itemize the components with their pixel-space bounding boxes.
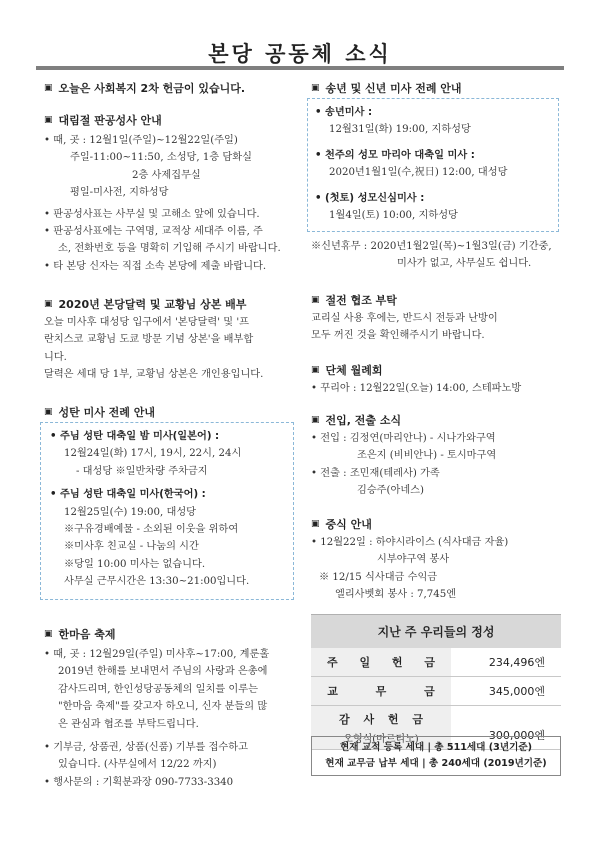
offering-donor: 오형식(마르티노) (343, 733, 419, 745)
text-line: • 12월22일 : 하야시라이스 (식사대금 자율) (311, 537, 509, 548)
section-calendar (44, 296, 296, 384)
offering-label (311, 648, 451, 676)
christmas-mass-content (50, 428, 290, 591)
text-line: 2019년 한해를 보내면서 주님의 사랑과 은총에 (58, 666, 268, 678)
text-line: - 대성당 ※일반차량 주차금지 (76, 465, 208, 477)
title-divider (36, 66, 564, 70)
text-line: 미사가 없고, 사무실도 쉽니다. (397, 258, 532, 270)
offering-table (311, 614, 561, 750)
text-line: "한마음 축제"를 갖고자 하오니, 신자 분들의 많 (58, 701, 268, 713)
section-group-meeting (311, 362, 561, 397)
offering-label-text: 주 일 헌 금 (327, 656, 435, 669)
dues-households: 현재 교무금 납부 세대 | 총 240세대 (2019년기준) (325, 758, 547, 769)
mass-title: • 주님 성탄 대축일 밤 미사(일본어) : (50, 431, 220, 442)
text-line: 오늘 미사후 대성당 입구에서 '본당달력' 및 '프 (44, 317, 249, 328)
new-year-mass-content (315, 104, 555, 224)
square-bullet-icon: ▣ (44, 299, 53, 309)
text-line: 시부야구역 봉사 (377, 554, 450, 566)
square-bullet-icon: ▣ (311, 295, 320, 305)
text-line: 12월25일(수) 19:00, 대성당 (64, 506, 196, 518)
section-heading: 단체 월례회 (325, 364, 383, 377)
text-line: 감사드리며, 한인성당공동체의 일치를 이루는 (58, 683, 258, 695)
text-line: 김승주(아네스) (357, 485, 424, 497)
text-line: 12월31일(화) 19:00, 지하성당 (329, 124, 471, 136)
text-line: • 기부금, 상품권, 상품(신품) 기부를 접수하고 (44, 742, 248, 754)
section-heading: 절전 협조 부탁 (325, 294, 397, 307)
registered-households: 현재 교적 등록 세대 | 총 511세대 (3년기준) (339, 742, 533, 753)
text-line: 주일-11:00~11:50, 소성당, 1층 담화실 (70, 152, 252, 164)
section-festival (44, 626, 296, 791)
offering-table-heading: 지난 주 우리들의 정성 (311, 614, 561, 648)
offering-label (311, 677, 451, 705)
section-power-saving (311, 292, 561, 345)
square-bullet-icon: ▣ (44, 407, 53, 417)
text-line: • 타 본당 신자는 직접 소속 본당에 제출 바랍니다. (44, 260, 267, 272)
text-line: 2020년1월1일(수,祝日) 12:00, 대성당 (329, 167, 508, 179)
text-line: 은 관심과 협조를 부탁드립니다. (58, 718, 199, 730)
mass-title: • 천주의 성모 마리아 대축일 미사 : (315, 149, 475, 161)
offering-amount: 345,000엔 (488, 685, 545, 698)
section-confession (44, 112, 296, 275)
text-line: ※ 12/15 식사대금 수익금 (319, 571, 438, 583)
text-line: 교리실 사용 후에는, 반드시 전등과 난방이 (311, 313, 498, 324)
section-christmas-mass (44, 404, 296, 420)
section-heading: 오늘은 사회복지 2차 헌금이 있습니다. (58, 82, 246, 95)
square-bullet-icon: ▣ (311, 415, 320, 425)
table-row (311, 677, 561, 706)
section-lunch (311, 516, 561, 604)
text-line: 모두 꺼진 것을 확인해주시기 바랍니다. (311, 330, 485, 342)
household-stats-box (311, 736, 561, 776)
square-bullet-icon: ▣ (311, 365, 320, 375)
text-line: 12월24일(화) 17시, 19시, 22시, 24시 (64, 448, 242, 460)
text-line: 평일-미사전, 지하성당 (70, 187, 169, 199)
section-heading: 대림절 판공성사 안내 (58, 114, 162, 127)
text-line: • 전출 : 조민재(테레사) 가족 (311, 467, 440, 479)
section-heading: 성탄 미사 전례 안내 (58, 406, 156, 419)
text-line: ※당일 10:00 미사는 없습니다. (64, 558, 206, 570)
square-bullet-icon: ▣ (44, 115, 53, 125)
offering-label-text: 감 사 헌 금 (339, 712, 423, 726)
text-line: 달력은 세대 당 1부, 교황님 상본은 개인용입니다. (44, 369, 264, 381)
text-line: 소, 전화번호 등을 명확히 기입해 주시기 바랍니다. (58, 243, 281, 255)
text-line: 란치스코 교황님 도쿄 방문 기념 상본'을 배부합 (44, 334, 254, 346)
offering-amount: 300,000엔 (488, 729, 545, 742)
text-line: 엘리사벳회 봉사 : 7,745엔 (335, 589, 457, 601)
table-row (311, 648, 561, 677)
square-bullet-icon: ▣ (311, 83, 320, 93)
text-line: • 전입 : 김정연(마리안나) - 시나가와구역 (311, 433, 496, 444)
text-line: ※신년휴무 : 2020년1월2일(목)~1월3일(금) 기간중, (311, 241, 552, 252)
square-bullet-icon: ▣ (44, 629, 53, 639)
section-transfers (311, 412, 561, 500)
text-line: • 판공성사표는 사무실 및 고해소 앞에 있습니다. (44, 208, 260, 220)
section-heading: 송년 및 신년 미사 전례 안내 (325, 82, 462, 95)
text-line: 니다. (44, 351, 67, 363)
text-line: • 때, 곳 : 12월29일(주일) 미사후~17:00, 계룬홀 (44, 649, 270, 660)
section-heading: 중식 안내 (325, 518, 372, 531)
text-line: ※구유경배예물 - 소외된 이웃을 위하여 (64, 524, 239, 536)
text-line: 조은지 (비비안나) - 토시마구역 (357, 450, 497, 462)
new-year-holiday-note (311, 238, 561, 273)
mass-title: • 주님 성탄 대축일 미사(한국어) : (50, 489, 206, 501)
section-heading: 한마음 축제 (58, 628, 116, 641)
text-line: • 꾸리아 : 12월22일(오늘) 14:00, 스테파노방 (311, 383, 522, 394)
text-line: • 행사문의 : 기획분과장 090-7733-3340 (44, 776, 234, 788)
mass-title: • (첫토) 성모신심미사 : (315, 192, 425, 204)
text-line: • 때, 곳 : 12월1일(주일)~12월22일(주일) (44, 135, 238, 146)
square-bullet-icon: ▣ (311, 519, 320, 529)
page-title-wrap (0, 38, 600, 68)
text-line: 2층 사제집무실 (132, 169, 201, 181)
offering-amount: 234,496엔 (488, 656, 545, 669)
text-line: 사무실 근무시간은 13:30~21:00입니다. (64, 576, 250, 588)
section-heading: 2020년 본당달력 및 교황님 상본 배부 (58, 298, 247, 311)
offering-label-text: 교 무 금 (327, 685, 435, 698)
page-title: 본당 공동체 소식 (208, 42, 392, 66)
section-heading: 전입, 전출 소식 (325, 414, 402, 427)
text-line: ※미사후 친교실 - 나눔의 시간 (64, 541, 199, 553)
notice-second-collection (44, 80, 296, 96)
section-new-year-mass (311, 80, 561, 96)
text-line: • 판공성사표에는 구역명, 교적상 세대주 이름, 주 (44, 226, 263, 238)
text-line: 1월4일(토) 10:00, 지하성당 (329, 210, 458, 222)
text-line: 있습니다. (사무실에서 12/22 까지) (58, 759, 217, 771)
square-bullet-icon: ▣ (44, 83, 53, 93)
mass-title: • 송년미사 : (315, 107, 373, 118)
